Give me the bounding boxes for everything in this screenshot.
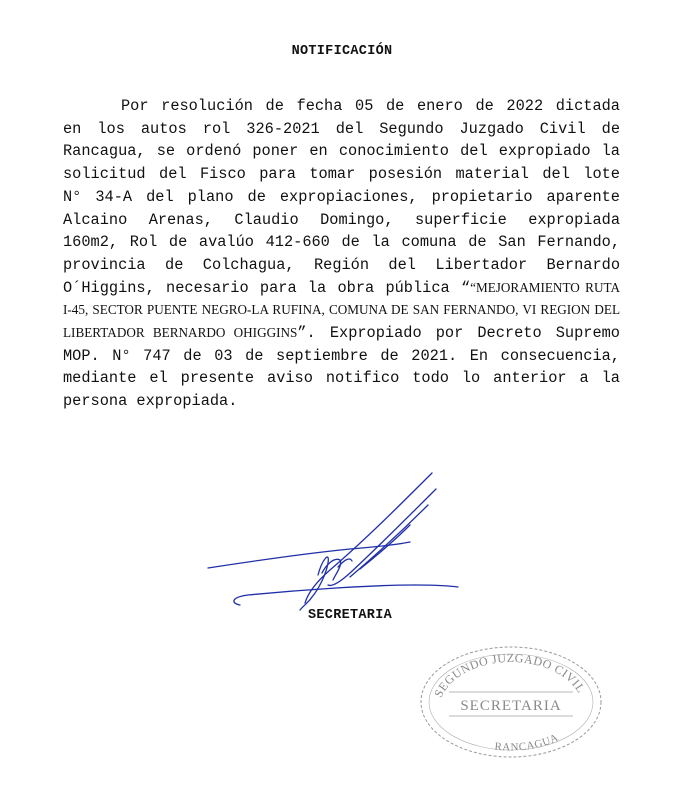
notification-body	[63, 95, 620, 413]
body-line-mixed	[63, 277, 620, 300]
body-line: solicitud del Fisco para tomar posesión material del lote	[63, 165, 620, 184]
body-text-fragment: ”. Expropiado por Decreto Supremo	[297, 324, 620, 343]
body-line: Rancagua, se ordenó poner en conocimiento del expropiado la	[63, 142, 620, 161]
body-line: N° 34-A del plano de expropiaciones, propietario aparente	[63, 187, 620, 206]
body-line: en los autos rol 326-2021 del Segundo Juzgado Civil de	[63, 119, 620, 138]
stamp-top-text: SEGUNDO JUZGADO CIVIL	[431, 650, 589, 700]
page-title: NOTIFICACIÓN	[291, 44, 393, 59]
stamp-bottom-text: RANCAGUA	[493, 731, 561, 754]
svg-text:RANCAGUA	[494, 732, 560, 754]
body-line: Por resolución de fecha 05 de enero de 2022 dictada	[121, 97, 620, 115]
signer-label: SECRETARIA	[308, 608, 393, 623]
body-line: 160m2, Rol de avalúo 412-660 de la comuna de San Fernando,	[63, 233, 620, 252]
body-line: Alcaino Arenas, Claudio Domingo, superficie expropiada	[63, 210, 620, 229]
project-name-fragment: “MEJORAMIENTO RUTA	[470, 279, 620, 295]
stamp-center-text: SECRETARIA	[460, 698, 562, 714]
body-line-mixed	[63, 322, 620, 345]
body-text-fragment: O´Higgins, necesario para la obra pública “	[63, 278, 471, 297]
handwritten-signature	[200, 465, 460, 625]
body-line: persona expropiada.	[63, 392, 238, 411]
project-name-fragment: LIBERTADOR BERNARDO OHIGGINS	[63, 325, 298, 341]
body-line: mediante el presente aviso notifico todo lo anterior a la	[63, 369, 620, 388]
project-name-line: I-45, SECTOR PUENTE NEGRO-LA RUFINA, COMUNA DE SAN FERNANDO, VI REGION DEL	[63, 302, 620, 318]
body-line: MOP. N° 747 de 03 de septiembre de 2021. En consecuencia,	[63, 346, 620, 365]
body-line: provincia de Colchagua, Región del Libertador Bernardo	[63, 255, 620, 274]
court-stamp	[415, 640, 605, 760]
